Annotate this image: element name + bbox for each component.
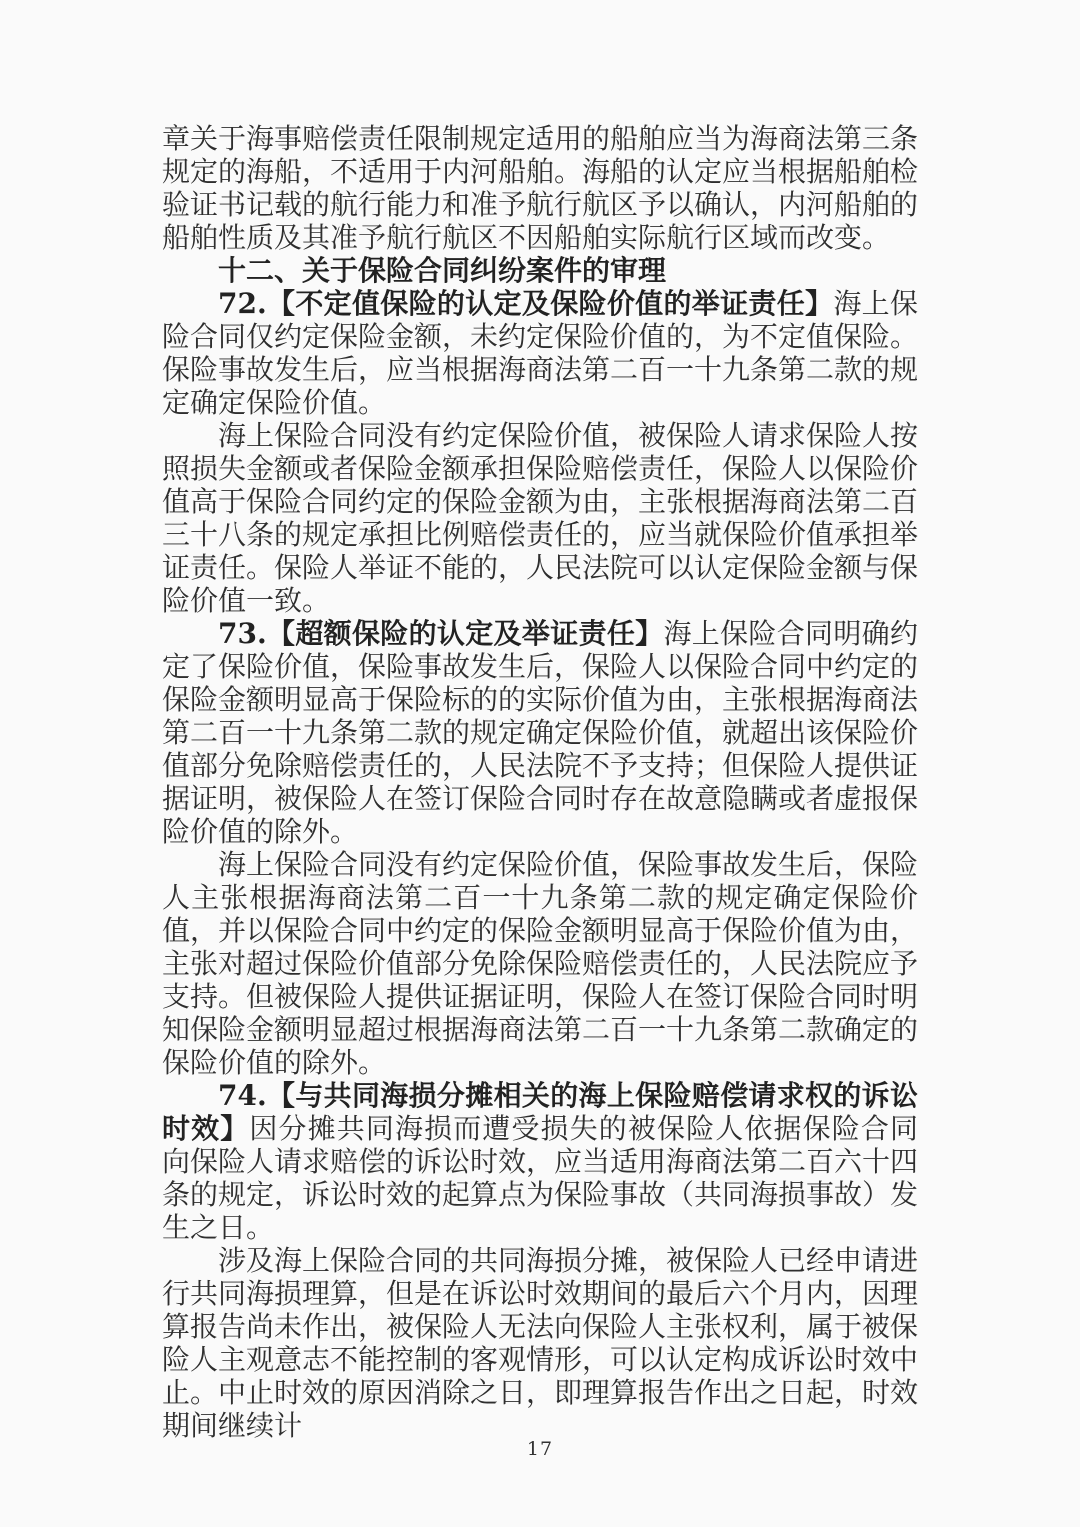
page-number: 17 — [526, 1438, 554, 1460]
article-73 — [162, 617, 918, 848]
article-74 — [162, 1079, 918, 1244]
section-heading: 十二、关于保险合同纠纷案件的审理 — [218, 254, 667, 287]
article-74-text: 因分摊共同海损而遭受损失的被保险人依据保险合同向保险人请求赔偿的诉讼时效，应当适用海商法第二百六十四条的规定，诉讼时效的起算点为保险事故（共同海损事故）发生之日。 — [162, 1112, 919, 1244]
article-73-label: 73.【超额保险的认定及举证责任】 — [218, 617, 664, 650]
article-72-label: 72.【不定值保险的认定及保险价值的举证责任】 — [218, 287, 834, 320]
continuation-paragraph: 章关于海事赔偿责任限制规定适用的船舶应当为海商法第三条规定的海船，不适用于内河船舶。海船的认定应当根据船舶检验证书记载的航行能力和准予航行航区予以确认，内河船舶的船舶性质及其准予航行航区不因船舶实际航行区域而改变。 — [162, 122, 919, 254]
article-74-paragraph-2: 涉及海上保险合同的共同海损分摊，被保险人已经申请进行共同海损理算，但是在诉讼时效期间的最后六个月内，因理算报告尚未作出，被保险人无法向保险人主张权利，属于被保险人主观意志不能控制的客观情形，可以认定构成诉讼时效中止。中止时效的原因消除之日，即理算报告作出之日起，时效期间继续计 — [162, 1244, 919, 1442]
article-72 — [162, 287, 918, 419]
text-block — [162, 122, 918, 1442]
article-73-text: 海上保险合同明确约定了保险价值，保险事故发生后，保险人以保险合同中约定的保险金额明显高于保险标的的实际价值为由，主张根据海商法第二百一十九条第二款的规定确定保险价值，就超出该保险价值部分免除赔偿责任的，人民法院不予支持；但保险人提供证据证明，被保险人在签订保险合同时存在故意隐瞒或者虚报保险价值的除外。 — [162, 617, 919, 848]
article-72-text: 海上保险合同仅约定保险金额，未约定保险价值的，为不定值保险。保险事故发生后，应当根据海商法第二百一十九条第二款的规定确定保险价值。 — [162, 287, 919, 419]
article-72-paragraph-2: 海上保险合同没有约定保险价值，被保险人请求保险人按照损失金额或者保险金额承担保险赔偿责任，保险人以保险价值高于保险合同约定的保险金额为由，主张根据海商法第二百三十八条的规定承担比例赔偿责任的，应当就保险价值承担举证责任。保险人举证不能的，人民法院可以认定保险金额与保险价值一致。 — [162, 419, 919, 617]
article-73-paragraph-2: 海上保险合同没有约定保险价值，保险事故发生后，保险人主张根据海商法第二百一十九条第二款的规定确定保险价值，并以保险合同中约定的保险金额明显高于保险价值为由，主张对超过保险价值部分免除保险赔偿责任的，人民法院应予支持。但被保险人提供证据证明，保险人在签订保险合同时明知保险金额明显超过根据海商法第二百一十九条第二款确定的保险价值的除外。 — [162, 848, 919, 1079]
article-74-label: 74.【与共同海损分摊相关的海上保险赔偿请求权的诉讼时效】 — [162, 1079, 918, 1145]
